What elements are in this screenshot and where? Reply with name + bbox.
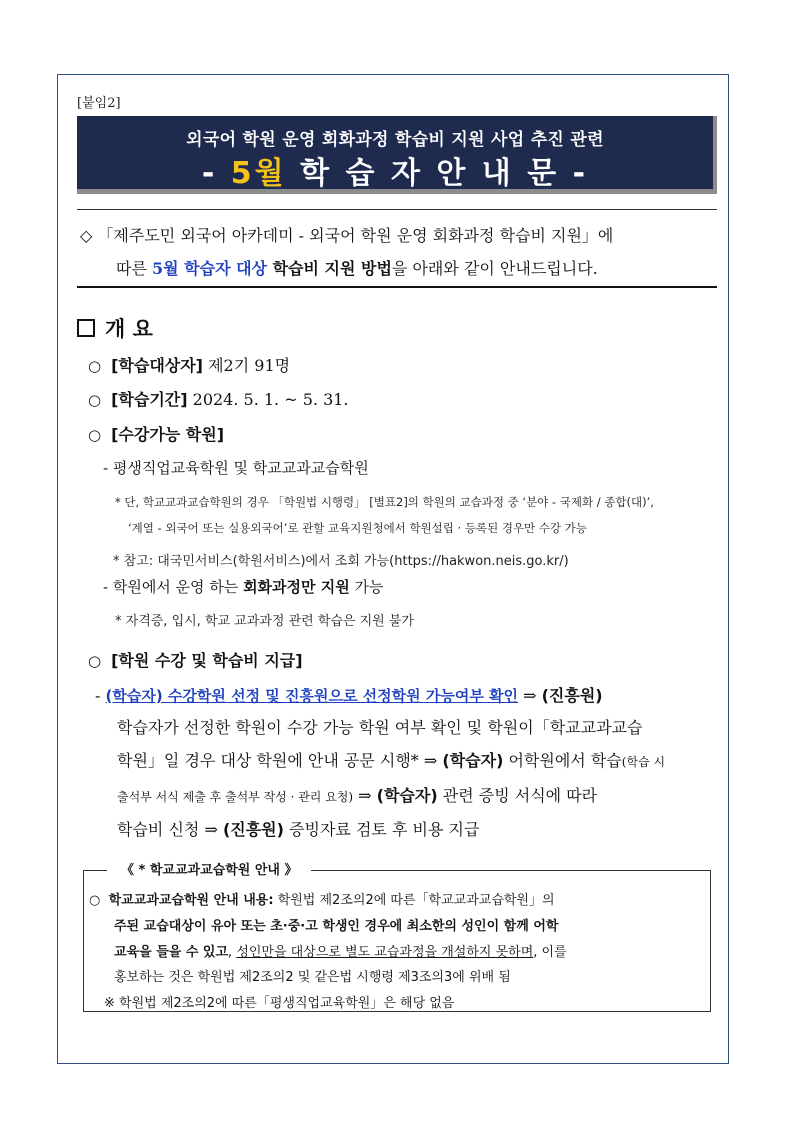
intro-text-1: 「제주도민 외국어 아카데미 - 외국어 학원 운영 회화과정 학습비 지원」에 xyxy=(97,226,614,245)
flow-line-5-pre: 학습비 신청 ⇒ xyxy=(117,820,223,839)
flow-line-4-post: 관련 증빙 서식에 따라 xyxy=(437,786,598,805)
item-target xyxy=(88,353,290,376)
title-banner xyxy=(77,116,717,194)
circle-bullet-icon: ○ xyxy=(89,893,101,908)
circle-bullet-icon: ○ xyxy=(88,391,102,409)
attachment-label: [붙임2] xyxy=(77,96,121,111)
flow-line-3-mid: 어학원에서 학습 xyxy=(503,751,622,770)
notice-line-3-post: , 이를 xyxy=(533,945,567,960)
flow-arrow: ⇒ xyxy=(518,686,542,705)
intro-highlight-method: 학습비 지원 방법 xyxy=(267,259,392,278)
flow-who-2: (학습자) xyxy=(442,751,504,770)
flow-line-3 xyxy=(117,748,665,771)
flow-line-5-post: 증빙자료 검토 후 비용 지급 xyxy=(283,820,480,839)
flow-line-2: 학습자가 선정한 학원이 수강 가능 학원 여부 확인 및 학원이「학교교과교습 xyxy=(117,718,643,737)
academy-label: [수강가능 학원] xyxy=(111,425,225,444)
academy-note-3: * 자격증, 입시, 학교 교과과정 관련 학습은 지원 불가 xyxy=(115,614,414,629)
notice-line-5: ※ 학원법 제2조의2에 따른「평생직업교육학원」은 해당 없음 xyxy=(104,996,455,1011)
flow-line-1 xyxy=(95,683,603,706)
section-title: 개 요 xyxy=(105,317,153,341)
checkbox-square-icon xyxy=(77,319,95,337)
notice-line-3-underlined: 성인만을 대상으로 별도 교습과정을 개설하지 못하며 xyxy=(236,945,534,960)
banner-subtitle: 외국어 학원 운영 회화과정 학습비 지원 사업 추진 관련 xyxy=(186,130,604,150)
flow-line-3-small: (학습 시 xyxy=(621,755,666,769)
divider-top xyxy=(77,209,717,210)
notice-line-4: 홍보하는 것은 학원법 제2조의2 및 같은법 시행령 제3조의3에 위배 됨 xyxy=(114,970,511,985)
notice-line-2: 주된 교습대상이 유아 또는 초·중·고 학생인 경우에 최소한의 성인이 함께 어학 xyxy=(114,919,559,934)
flow-line-4 xyxy=(117,783,597,806)
flow-arrow: ⇒ xyxy=(353,786,377,805)
intro-highlight-month: 5월 학습자 대상 xyxy=(152,259,268,278)
flow-who-3: (학습자) xyxy=(376,786,438,805)
academy-note-1b: ‘계열 - 외국어 또는 실용외국어’로 관할 교육지원청에서 학원설립 · 등록된 경우만 수강 가능 xyxy=(128,521,587,535)
period-label: [학습기간] xyxy=(111,390,188,409)
diamond-icon: ◇ xyxy=(80,226,93,245)
banner-month: 5월 xyxy=(230,156,287,191)
circle-bullet-icon: ○ xyxy=(88,426,102,444)
circle-bullet-icon: ○ xyxy=(88,357,102,375)
academy-sub-1: - 평생직업교육학원 및 학교교과교습학원 xyxy=(103,459,369,477)
item-period xyxy=(88,387,349,410)
flow-line-5 xyxy=(117,817,479,840)
flow-who-4: (진흥원) xyxy=(222,820,284,839)
academy-sub-2 xyxy=(103,576,383,597)
intro-text-2b: 을 아래와 같이 안내드립니다. xyxy=(391,259,598,278)
notice-line-3-mid: , xyxy=(228,945,237,960)
academy-note-1a: * 단, 학교교과교습학원의 경우 「학원법 시행령」 [별표2]의 학원의 교습과정 중 ‘분야 - 국제화 / 종합(대)’, xyxy=(115,495,654,509)
flow-line-3-pre: 학원」일 경우 대상 학원에 안내 공문 시행* ⇒ xyxy=(117,751,443,770)
intro-text-2a: 따른 xyxy=(116,259,152,278)
flow-step-1: (학습자) 수강학원 선정 및 진흥원으로 선정학원 가능여부 확인 xyxy=(105,687,519,705)
academy-sub-2-bold: 회화과정만 지원 xyxy=(243,578,350,596)
notice-line-1-bold: 학교교과교습학원 안내 내용: xyxy=(108,893,274,908)
banner-dash: - xyxy=(201,156,231,191)
item-flow xyxy=(88,648,303,671)
flow-line-4-small: 출석부 서식 제출 후 출석부 작성 · 관리 요청) xyxy=(117,790,354,804)
notice-line-1 xyxy=(89,889,555,908)
target-value: 제2기 91명 xyxy=(203,356,291,375)
section-overview xyxy=(77,313,153,343)
flow-dash: - xyxy=(95,686,106,705)
flow-label: [학원 수강 및 학습비 지급] xyxy=(111,651,303,670)
academy-sub-2-post: 가능 xyxy=(349,578,384,596)
intro-line-1 xyxy=(80,223,613,246)
academy-note-2: * 참고: 대국민서비스(학원서비스)에서 조회 가능(https://hakwon.neis.go.kr/) xyxy=(113,554,569,569)
target-label: [학습대상자] xyxy=(111,356,203,375)
period-value: 2024. 5. 1. ~ 5. 31. xyxy=(187,390,349,409)
notice-line-3 xyxy=(114,941,567,960)
divider-bottom xyxy=(77,286,717,288)
circle-bullet-icon: ○ xyxy=(88,652,102,670)
banner-title xyxy=(77,148,713,192)
notice-line-1-post: 학원법 제2조의2에 따른「학교교과교습학원」의 xyxy=(273,893,555,908)
notice-title: 《 * 학교교과교습학원 안내 》 xyxy=(107,859,311,878)
intro-line-2 xyxy=(116,256,598,279)
item-academy xyxy=(88,422,224,445)
flow-who-1: (진흥원) xyxy=(541,686,603,705)
notice-line-3-bold: 교육을 들을 수 있고 xyxy=(114,945,229,960)
banner-title-rest: 학 습 자 안 내 문 - xyxy=(286,156,589,191)
academy-sub-2-pre: - 학원에서 운영 하는 xyxy=(103,578,244,596)
